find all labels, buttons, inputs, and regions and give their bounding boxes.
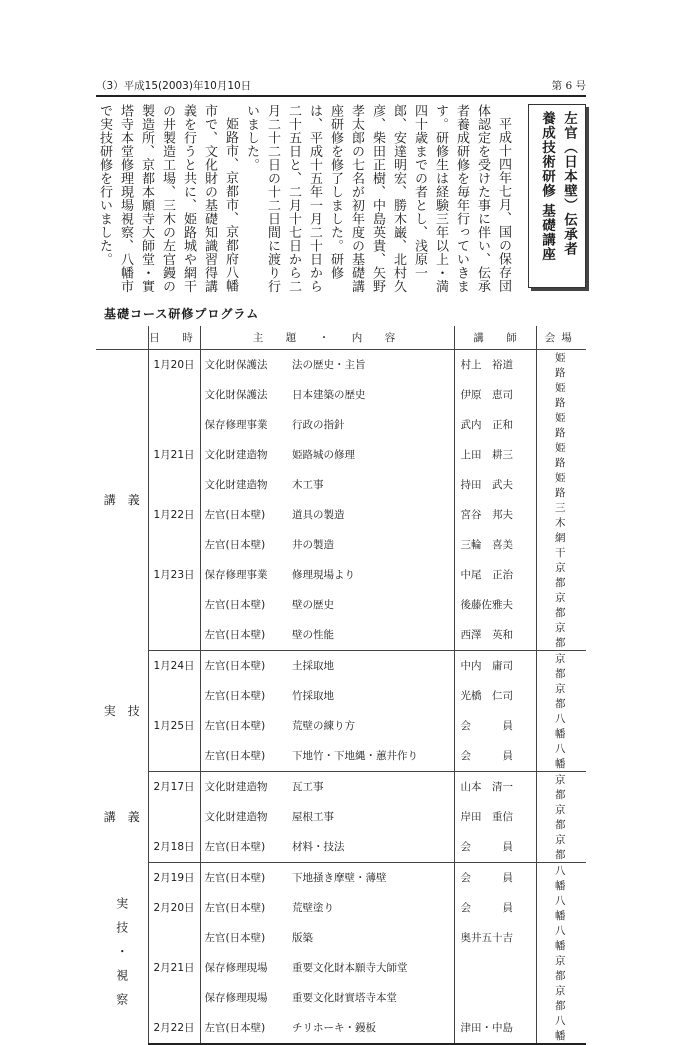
venue-cell: 八幡 bbox=[536, 741, 586, 772]
content-cell: 版築 bbox=[292, 923, 454, 953]
subject-cell: 保存修理事業 bbox=[204, 419, 268, 431]
lecturer-cell: 中尾 正治 bbox=[454, 560, 536, 590]
lecturer-cell: 中内 庸司 bbox=[454, 650, 536, 681]
header-date: 日 時 bbox=[148, 326, 200, 349]
date-cell: 2月20日 bbox=[148, 893, 200, 923]
content-cell: 屋根工事 bbox=[292, 802, 454, 832]
venue-cell: 姫路 bbox=[555, 411, 578, 439]
table-row bbox=[96, 470, 586, 500]
venue-cell: 京都 bbox=[555, 591, 578, 619]
date-cell: 2月17日 bbox=[148, 771, 200, 802]
content-cell: 竹採取地 bbox=[292, 681, 454, 711]
lecturer-cell: 持田 武夫 bbox=[454, 470, 536, 500]
table-row bbox=[96, 349, 586, 380]
content-cell: 下地竹・下地縄・蕙井作り bbox=[292, 741, 454, 772]
content-cell: 壁の性能 bbox=[292, 620, 454, 651]
subject-cell: 文化財建造物 bbox=[204, 449, 268, 461]
content-cell: 重要文化財本願寺大師堂 bbox=[292, 953, 454, 983]
section-category-label: 講 義 bbox=[103, 809, 140, 824]
article-body bbox=[97, 104, 514, 294]
table-row bbox=[96, 983, 586, 1013]
header-lecturer: 講 師 bbox=[454, 326, 536, 349]
lecturer-cell: 上田 耕三 bbox=[454, 440, 536, 470]
lecturer-cell: 後藤佐雅夫 bbox=[454, 590, 536, 620]
section-category-label: 講 義 bbox=[103, 492, 140, 507]
subject-cell: 左官(日本壁) bbox=[204, 720, 266, 732]
venue-cell: 京都 bbox=[555, 773, 578, 801]
article-paragraph-1: 平成十四年七月、国の保存団体認定を受けた事に伴い、伝承者養成研修を毎年行っていきます。研修生は経験三年以上・満四十歳までの者とし、浅原一郎、安達明宏、勝木巌、北村久彦、柴田正樹、中島英貴、矢野孝太郎の七名が初年度の基礎講座研修を修了しました。研修は、平成十五年一月二十日から二十五日と、二月十七日から二月二十二日の十二日間に渡り行いました。 bbox=[244, 104, 511, 293]
date-cell bbox=[148, 590, 200, 620]
venue-cell: 三木 bbox=[555, 501, 578, 529]
content-cell: 土採取地 bbox=[292, 650, 454, 681]
header-category bbox=[96, 326, 148, 349]
date-cell bbox=[148, 681, 200, 711]
article-title-line-2: 養成技術研修 基礎講座 bbox=[539, 111, 555, 262]
lecturer-cell: 会 員 bbox=[454, 741, 536, 772]
venue-cell: 京都 bbox=[555, 803, 578, 831]
table-row bbox=[96, 440, 586, 470]
subject-cell: 左官(日本壁) bbox=[200, 741, 292, 772]
date-cell bbox=[148, 410, 200, 440]
content-cell: 荒壁塗り bbox=[292, 893, 454, 923]
venue-cell: 姫路 bbox=[555, 351, 578, 379]
date-cell bbox=[148, 620, 200, 651]
lecturer-cell: 会 員 bbox=[454, 711, 536, 741]
venue-cell: 姫路 bbox=[555, 441, 578, 469]
date-cell bbox=[148, 802, 200, 832]
content-cell: 材料・技法 bbox=[292, 832, 454, 863]
subject-cell: 左官(日本壁) bbox=[200, 832, 292, 863]
subject-cell: 左官(日本壁) bbox=[204, 599, 266, 611]
table-row bbox=[96, 893, 586, 923]
article-title-line-1: 左官（日本壁）伝承者 bbox=[561, 111, 577, 256]
lecturer-cell: 奥井五十吉 bbox=[454, 923, 536, 953]
lecturer-cell bbox=[454, 953, 536, 983]
date-cell: 1月25日 bbox=[148, 711, 200, 741]
date-cell: 1月23日 bbox=[148, 560, 200, 590]
section-category-label: 実 技 bbox=[103, 703, 140, 718]
header-venue: 会場 bbox=[536, 326, 586, 349]
date-cell bbox=[148, 923, 200, 953]
date-cell: 2月19日 bbox=[148, 862, 200, 893]
venue-cell: 八幡 bbox=[555, 864, 578, 892]
table-row bbox=[96, 681, 586, 711]
venue-cell: 京都 bbox=[555, 984, 578, 1012]
venue-cell: 八幡 bbox=[555, 894, 578, 922]
program-table-header bbox=[96, 326, 586, 349]
subject-cell: 保存修理現場 bbox=[204, 992, 268, 1004]
subject-cell: 左官(日本壁) bbox=[204, 660, 266, 672]
table-row bbox=[96, 802, 586, 832]
date-cell: 1月20日 bbox=[148, 349, 200, 380]
content-cell: 道具の製造 bbox=[292, 500, 454, 530]
date-cell: 1月21日 bbox=[148, 440, 200, 470]
subject-cell: 文化財建造物 bbox=[204, 479, 268, 491]
table-row bbox=[96, 500, 586, 530]
issue-date: （3）平成15(2003)年10月10日 bbox=[96, 80, 252, 92]
table-row bbox=[96, 410, 586, 440]
subject-cell: 左官(日本壁) bbox=[200, 620, 292, 651]
lecturer-cell bbox=[454, 983, 536, 1013]
date-cell bbox=[148, 470, 200, 500]
venue-cell: 八幡 bbox=[555, 924, 578, 952]
article-title-box bbox=[528, 104, 586, 288]
lecturer-cell: 山本 清一 bbox=[454, 771, 536, 802]
table-row bbox=[96, 711, 586, 741]
subject-cell: 左官(日本壁) bbox=[204, 509, 266, 521]
section-category-label: 実 技 ・ 視 察 bbox=[114, 897, 129, 1006]
subject-cell: 左官(日本壁) bbox=[204, 872, 266, 884]
content-cell: 井の製造 bbox=[292, 530, 454, 560]
table-row bbox=[96, 741, 586, 772]
table-row bbox=[96, 560, 586, 590]
lecturer-cell: 宮谷 邦夫 bbox=[454, 500, 536, 530]
content-cell: 重要文化財實塔寺本堂 bbox=[292, 983, 454, 1013]
lecturer-cell: 西澤 英和 bbox=[454, 620, 536, 651]
table-row bbox=[96, 1013, 586, 1044]
table-row bbox=[96, 923, 586, 953]
content-cell: チリホーキ・鏝板 bbox=[292, 1013, 454, 1044]
subject-cell: 左官(日本壁) bbox=[204, 932, 266, 944]
venue-cell: 姫路 bbox=[555, 381, 578, 409]
lecturer-cell: 津田・中島 bbox=[454, 1013, 536, 1044]
content-cell: 修理現場より bbox=[292, 560, 454, 590]
content-cell: 日本建築の歴史 bbox=[292, 380, 454, 410]
date-cell: 1月24日 bbox=[148, 650, 200, 681]
venue-cell: 京都 bbox=[555, 682, 578, 710]
table-row bbox=[96, 620, 586, 651]
lecturer-cell: 伊原 恵司 bbox=[454, 380, 536, 410]
subject-cell: 左官(日本壁) bbox=[204, 690, 266, 702]
date-cell bbox=[148, 741, 200, 772]
content-cell: 行政の指針 bbox=[292, 410, 454, 440]
lecturer-cell: 会 員 bbox=[454, 893, 536, 923]
section-category bbox=[96, 771, 148, 862]
subject-cell: 文化財保護法 bbox=[204, 359, 268, 371]
content-cell: 瓦工事 bbox=[292, 771, 454, 802]
lecturer-cell: 三輪 喜美 bbox=[454, 530, 536, 560]
table-row bbox=[96, 590, 586, 620]
date-cell: 2月21日 bbox=[148, 953, 200, 983]
article bbox=[96, 104, 586, 294]
content-cell: 姫路城の修理 bbox=[292, 440, 454, 470]
date-cell bbox=[148, 530, 200, 560]
header-subject: 主 題 ・ 内 容 bbox=[200, 326, 454, 349]
lecturer-cell: 村上 裕道 bbox=[454, 349, 536, 380]
date-cell bbox=[148, 380, 200, 410]
subject-cell: 文化財保護法 bbox=[204, 389, 268, 401]
date-cell: 1月22日 bbox=[148, 500, 200, 530]
content-cell: 壁の歴史 bbox=[292, 590, 454, 620]
program-title: 基礎コース研修プログラム bbox=[104, 307, 260, 321]
table-row bbox=[96, 832, 586, 863]
table-row bbox=[96, 771, 586, 802]
date-cell bbox=[148, 983, 200, 1013]
venue-cell: 京都 bbox=[555, 652, 578, 680]
table-row bbox=[96, 380, 586, 410]
venue-cell: 京都 bbox=[555, 954, 578, 982]
venue-cell: 京都 bbox=[536, 832, 586, 863]
table-row bbox=[96, 953, 586, 983]
section-category bbox=[96, 650, 148, 771]
content-cell: 木工事 bbox=[292, 470, 454, 500]
table-row bbox=[96, 862, 586, 893]
venue-cell: 網干 bbox=[555, 531, 578, 559]
content-cell: 法の歴史・主旨 bbox=[292, 349, 454, 380]
subject-cell: 文化財建造物 bbox=[204, 781, 268, 793]
venue-cell: 八幡 bbox=[536, 1013, 586, 1044]
lecturer-cell: 岸田 重信 bbox=[454, 802, 536, 832]
subject-cell: 左官(日本壁) bbox=[204, 902, 266, 914]
header-rule bbox=[96, 95, 586, 97]
lecturer-cell: 会 員 bbox=[454, 862, 536, 893]
subject-cell: 保存修理現場 bbox=[204, 962, 268, 974]
article-paragraph-2: 姫路市、京都市、京都府八幡市で、文化財の基礎知識習得講義を行うと共に、姫路城や網干の井製造工場、三木の左官鏝の製造所、京都本願寺大師堂・實塔寺本堂修理現場視察、八幡市で実技研修を行いました。 bbox=[97, 104, 238, 293]
date-cell: 2月22日 bbox=[148, 1013, 200, 1044]
table-row bbox=[96, 650, 586, 681]
content-cell: 下地掻き摩壁・薄壁 bbox=[292, 862, 454, 893]
venue-cell: 京都 bbox=[536, 620, 586, 651]
subject-cell: 左官(日本壁) bbox=[200, 1013, 292, 1044]
venue-cell: 京都 bbox=[555, 561, 578, 589]
subject-cell: 保存修理事業 bbox=[204, 569, 268, 581]
venue-cell: 姫路 bbox=[555, 471, 578, 499]
lecturer-cell: 会 員 bbox=[454, 832, 536, 863]
subject-cell: 左官(日本壁) bbox=[204, 539, 266, 551]
section-category bbox=[96, 862, 148, 1044]
section-category bbox=[96, 349, 148, 650]
lecturer-cell: 武内 正和 bbox=[454, 410, 536, 440]
lecturer-cell: 光橋 仁司 bbox=[454, 681, 536, 711]
venue-cell: 八幡 bbox=[555, 712, 578, 740]
table-row bbox=[96, 530, 586, 560]
page-header bbox=[96, 78, 586, 94]
issue-number: 第 6 号 bbox=[551, 80, 586, 92]
content-cell: 荒壁の練り方 bbox=[292, 711, 454, 741]
subject-cell: 文化財建造物 bbox=[204, 811, 268, 823]
date-cell: 2月18日 bbox=[148, 832, 200, 863]
